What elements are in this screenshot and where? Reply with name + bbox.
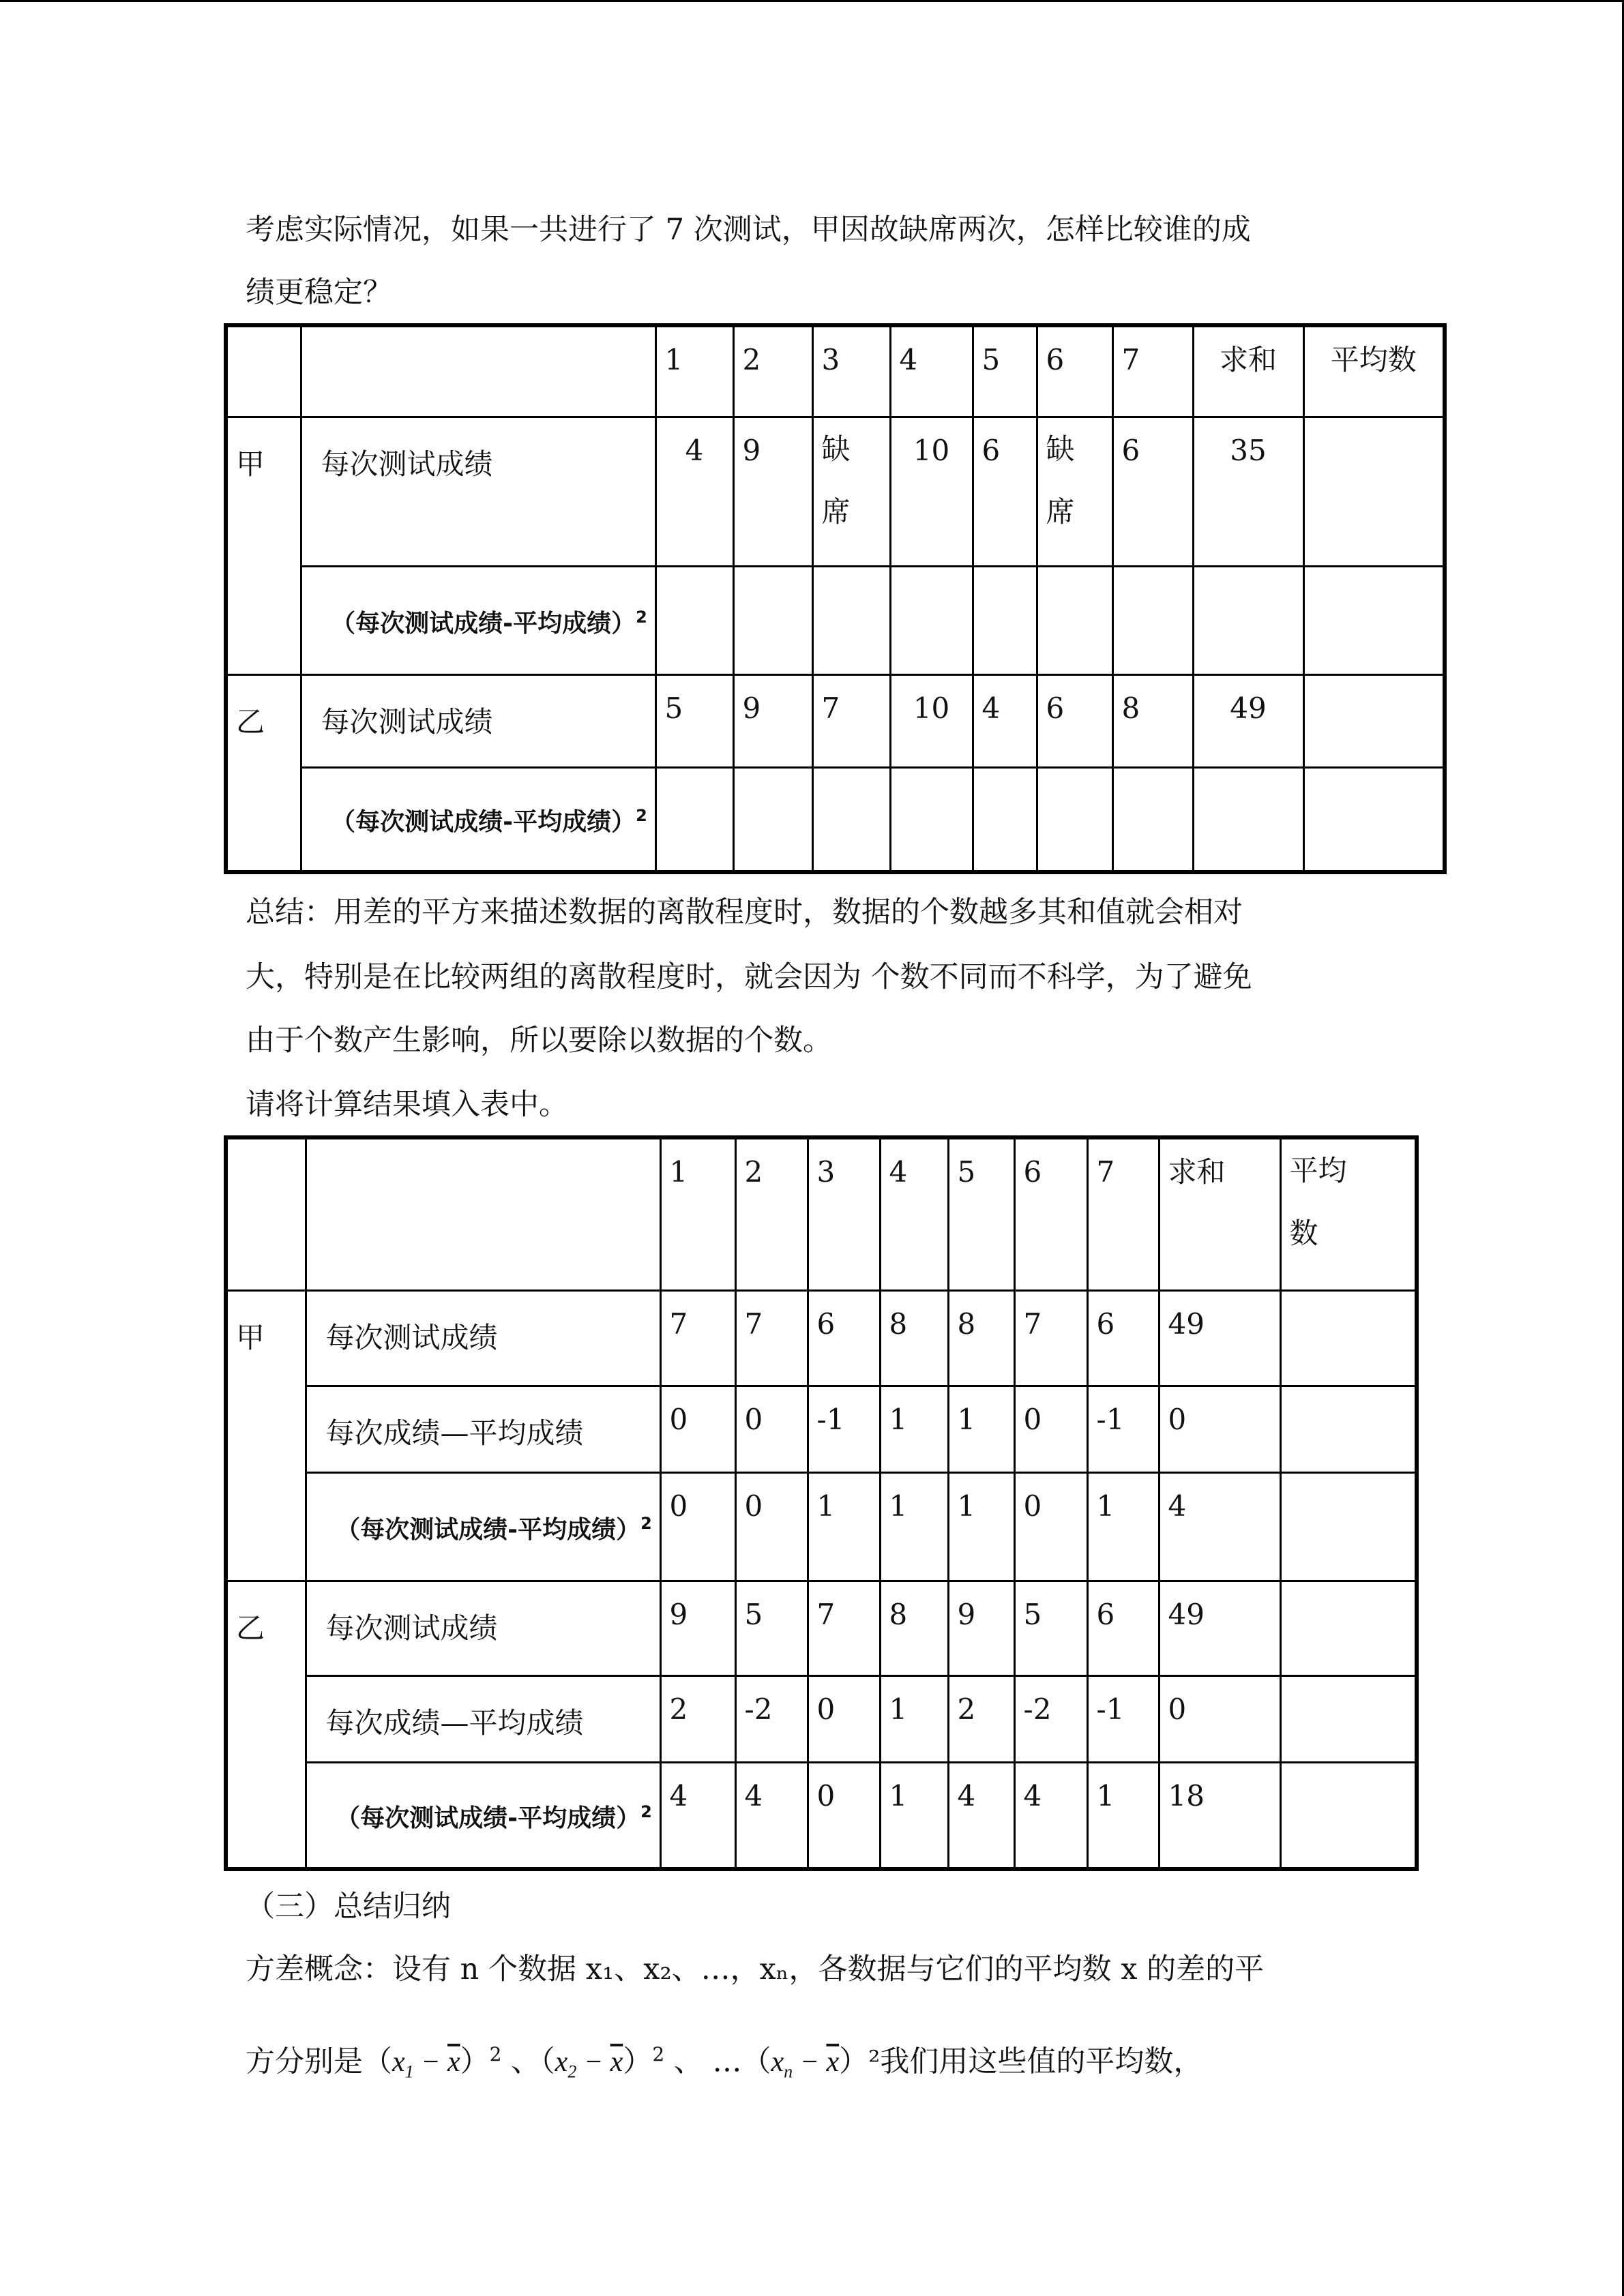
table2-yi-diff: -2 [735,1675,808,1762]
table1-yi-sq-cell [1303,767,1445,872]
table2-jia-score: 6 [808,1290,880,1386]
table1-yi-sq-cell [655,767,733,872]
table1-jia-sq-cell [1303,566,1445,674]
table1-yi-sum: 49 [1193,674,1303,767]
sq-exponent: 2 [640,1513,652,1533]
table1-jia-sq-row [226,566,1445,674]
table2-jia-mean [1280,1290,1417,1386]
sq-label-text: （每次测试成绩-平均成绩） [336,1804,641,1832]
table2-col-header: 1 [660,1137,735,1290]
table2-jia-name: 甲 [226,1290,306,1581]
summary-line-2: 大，特别是在比较两组的离散程度时，就会因为 个数不同而不科学，为了避免 [246,960,1252,994]
table2-jia-diff: 1 [948,1386,1014,1472]
summary-line-3: 由于个数产生影响，所以要除以数据的个数。 [246,1024,832,1058]
table2-yi-square: 4 [1014,1762,1087,1869]
table2-yi-square: 4 [660,1762,735,1869]
table2-yi-square: 4 [948,1762,1014,1869]
table1-yi-name: 乙 [226,674,301,872]
table1-jia-sq-cell [655,566,733,674]
table2-jia-diff-label: 每次成绩—平均成绩 [306,1386,660,1472]
table2-jia-score: 8 [948,1290,1014,1386]
table2-jia-diff: 0 [660,1386,735,1472]
variance-definition-line-1: 方差概念：设有 n 个数据 x₁、x₂、…，xₙ，各数据与它们的平均数 x 的差的平 [246,1952,1265,1986]
table2-yi-diff: -1 [1087,1675,1159,1762]
table2-yi-diff-sum: 0 [1159,1675,1280,1762]
table2-col-header: 4 [880,1137,948,1290]
table1-jia-score: 9 [733,417,812,566]
table1-yi-sq-cell [812,767,890,872]
table1-yi-score: 4 [973,674,1037,767]
table2-jia-scores-row [226,1290,1417,1386]
table2-yi-diff: 1 [880,1675,948,1762]
table2-yi-scores-row [226,1581,1417,1675]
section-heading: （三）总结归纳 [246,1890,451,1924]
table1-col-header-sum: 求和 [1193,325,1303,417]
table1-jia-score: 10 [890,417,973,566]
table1-jia-sq-cell [1193,566,1303,674]
sq-exponent: 2 [636,806,647,826]
table1-col-header: 3 [812,325,890,417]
table2-jia-square: 1 [808,1472,880,1581]
table2-jia-square-mean [1280,1472,1417,1581]
table2-jia-scores-label: 每次测试成绩 [306,1290,660,1386]
formula-x2-minus-mean: $x_2 - \overline{x}$ [555,2046,623,2082]
table2-yi-square-sum: 18 [1159,1762,1280,1869]
table2-yi-name: 乙 [226,1581,306,1869]
table2-jia-square: 0 [660,1472,735,1581]
table1-jia-score: 6 [1112,417,1193,566]
table2-yi-diff-row [226,1675,1417,1762]
table1-col-header: 2 [733,325,812,417]
table1-yi-mean [1303,674,1445,767]
table2-yi-square: 1 [880,1762,948,1869]
table1-jia-sq-cell [812,566,890,674]
table2-jia-diff: -1 [1087,1386,1159,1472]
table1-jia-sq-label [301,566,655,674]
table1-jia-absent: 缺 席 [1037,417,1112,566]
table1-jia-sq-cell [1112,566,1193,674]
def-line2-prefix: 方分别是（ [246,2044,392,2079]
intro-line-2: 绩更稳定？ [246,275,392,310]
table2-jia-score: 6 [1087,1290,1159,1386]
table1-jia-sq-cell [733,566,812,674]
table2-jia-diff: 1 [880,1386,948,1472]
table2-jia-sum: 49 [1159,1290,1280,1386]
table1-jia-scores-row [226,417,1445,566]
table2-yi-sum: 49 [1159,1581,1280,1675]
page-border-top [0,0,1624,2]
table2-jia-diff-sum: 0 [1159,1386,1280,1472]
table1-col-header: 4 [890,325,973,417]
table2-yi-diff: 2 [660,1675,735,1762]
table1-yi-scores-row [226,674,1445,767]
def-line2-suffix: ）²我们用这些值的平均数， [839,2044,1203,2079]
table2-yi-sq-row [226,1762,1417,1869]
table2-label-header [306,1137,660,1290]
formula-x1-minus-mean: $x_1 - \overline{x}$ [392,2046,460,2082]
table2-yi-square-mean [1280,1762,1417,1869]
table1-yi-score: 9 [733,674,812,767]
table2-yi-diff: 0 [808,1675,880,1762]
table2-yi-score: 8 [880,1581,948,1675]
table2-corner-cell [226,1137,306,1290]
table1-yi-sq-cell [1193,767,1303,872]
table1-jia-sum: 35 [1193,417,1303,566]
table2-jia-sq-row [226,1472,1417,1581]
table1-corner-cell [226,325,301,417]
table1-yi-sq-cell [890,767,973,872]
table1-jia-score: 4 [655,417,733,566]
table1-yi-score: 6 [1037,674,1112,767]
table2-yi-sq-label [306,1762,660,1869]
table2-jia-square: 1 [1087,1472,1159,1581]
table2-yi-score: 6 [1087,1581,1159,1675]
sq-exponent: 2 [636,607,647,627]
table1-jia-scores-label: 每次测试成绩 [301,417,655,566]
table2-yi-diff-mean [1280,1675,1417,1762]
intro-line-1: 考虑实际情况，如果一共进行了 7 次测试，甲因故缺席两次，怎样比较谁的成 [246,213,1251,247]
table2-yi-diff-label: 每次成绩—平均成绩 [306,1675,660,1762]
table2-col-header-sum: 求和 [1159,1137,1280,1290]
table1-jia-sq-cell [973,566,1037,674]
table2-header-row [226,1137,1417,1290]
table1-header-row [226,325,1445,417]
table2-col-header: 2 [735,1137,808,1290]
table2-yi-score: 5 [1014,1581,1087,1675]
table2-jia-score: 7 [660,1290,735,1386]
table1-label-header [301,325,655,417]
variance-definition-line-2: 方分别是$(x_1 - \overline{x})^2$ 、$(x_2 - \overline{x})^2$ 、 $\dots(x_n - \overline{x})^2$我们用这些值的平均数， [246,2043,1203,2082]
table1-jia-name: 甲 [226,417,301,674]
table1-yi-score: 10 [890,674,973,767]
table2-jia-diff: 0 [735,1386,808,1472]
table2-jia-score: 7 [1014,1290,1087,1386]
table2-yi-square: 4 [735,1762,808,1869]
table2-yi-diff: 2 [948,1675,1014,1762]
table1-yi-sq-cell [1112,767,1193,872]
table1-yi-sq-row [226,767,1445,872]
table1-jia-sq-cell [890,566,973,674]
table1-yi-sq-cell [1037,767,1112,872]
table2-jia-diff-mean [1280,1386,1417,1472]
table1-yi-sq-cell [733,767,812,872]
table2-yi-score: 9 [660,1581,735,1675]
table1-jia-score: 6 [973,417,1037,566]
table1-yi-scores-label: 每次测试成绩 [301,674,655,767]
table2-jia-square-sum: 4 [1159,1472,1280,1581]
table2-yi-mean [1280,1581,1417,1675]
sq-label-text: （每次测试成绩-平均成绩） [336,1515,641,1544]
table2-col-header: 6 [1014,1137,1087,1290]
table1-jia-absent: 缺 席 [812,417,890,566]
table1-jia-sq-cell [1037,566,1112,674]
full-scores-table [224,1135,1419,1871]
table2-jia-score: 8 [880,1290,948,1386]
table2-yi-scores-label: 每次测试成绩 [306,1581,660,1675]
table2-yi-square: 0 [808,1762,880,1869]
table2-yi-score: 7 [808,1581,880,1675]
table1-col-header: 6 [1037,325,1112,417]
table2-col-header: 5 [948,1137,1014,1290]
table1-col-header: 5 [973,325,1037,417]
table2-jia-diff-row [226,1386,1417,1472]
sq-label-text: （每次测试成绩-平均成绩） [331,808,636,837]
table2-yi-diff: -2 [1014,1675,1087,1762]
table2-col-header: 7 [1087,1137,1159,1290]
table2-yi-square: 1 [1087,1762,1159,1869]
table2-jia-square: 1 [948,1472,1014,1581]
table2-jia-diff: 0 [1014,1386,1087,1472]
table1-yi-sq-label [301,767,655,872]
table2-jia-square: 1 [880,1472,948,1581]
table2-jia-square: 0 [1014,1472,1087,1581]
table2-col-header-mean: 平均 数 [1280,1137,1417,1290]
table1-jia-mean [1303,417,1445,566]
summary-line-1: 总结：用差的平方来描述数据的离散程度时，数据的个数越多其和值就会相对 [246,895,1243,929]
table1-col-header-mean: 平均数 [1303,325,1445,417]
table1-yi-score: 8 [1112,674,1193,767]
formula-xn-minus-mean: $x_n - \overline{x}$ [771,2046,840,2082]
table2-col-header: 3 [808,1137,880,1290]
summary-line-4: 请将计算结果填入表中。 [246,1088,568,1122]
table1-col-header: 7 [1112,325,1193,417]
table2-jia-score: 7 [735,1290,808,1386]
table2-jia-diff: -1 [808,1386,880,1472]
table1-yi-sq-cell [973,767,1037,872]
table2-jia-sq-label [306,1472,660,1581]
table1-col-header: 1 [655,325,733,417]
table2-jia-square: 0 [735,1472,808,1581]
table1-yi-score: 5 [655,674,733,767]
table1-yi-score: 7 [812,674,890,767]
table2-yi-score: 5 [735,1581,808,1675]
sq-label-text: （每次测试成绩-平均成绩） [331,609,636,638]
absence-scores-table [224,323,1447,874]
sq-exponent: 2 [640,1802,652,1821]
table2-yi-score: 9 [948,1581,1014,1675]
